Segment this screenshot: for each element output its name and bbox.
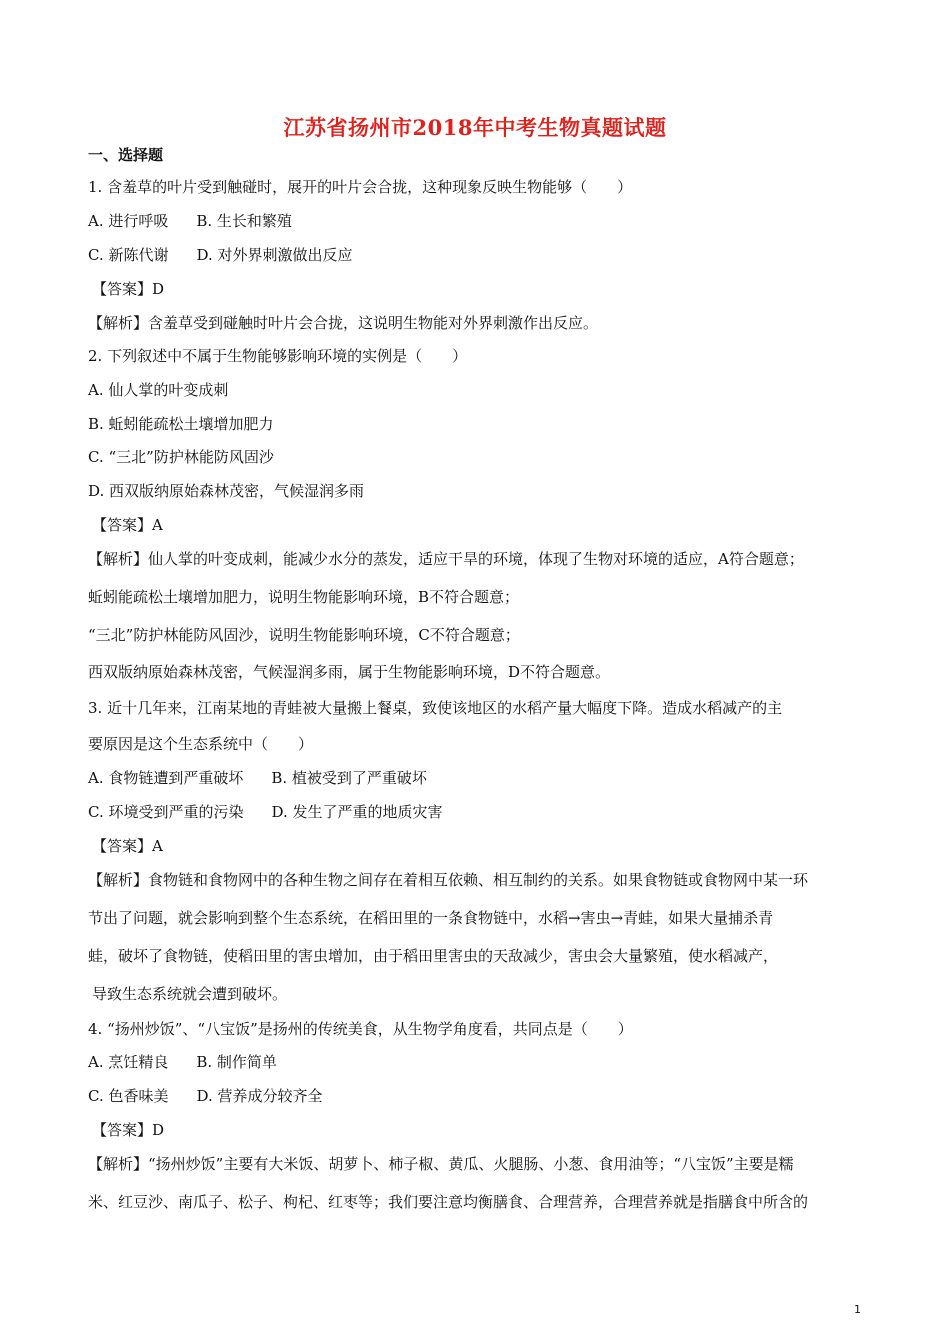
question-3-stem-line-1: 3. 近十几年来，江南某地的青蛙被大量搬上餐桌，致使该地区的水稻产量大幅度下降。造成水稻减产的主 [88,699,783,717]
question-1-option-b: B. 生长和繁殖 [196,212,292,230]
question-3-analysis-line-3: 蛙，破坏了食物链，使稻田里的害虫增加，由于稻田里害虫的天敌减少，害虫会大量繁殖，使水稻减产， [88,947,779,965]
question-2-option-d: D. 西双版纳原始森林茂密，气候湿润多雨 [88,482,365,500]
question-1-stem: 1. 含羞草的叶片受到触碰时，展开的叶片会合拢，这种现象反映生物能够（ ） [88,178,633,196]
question-3-options-ab [88,767,427,788]
question-2-analysis-line-1: 【解析】仙人掌的叶变成刺，能减少水分的蒸发，适应干旱的环境，体现了生物对环境的适应，A符合题意； [88,550,804,568]
question-3-option-d: D. 发生了严重的地质灾害 [271,803,443,821]
question-4-answer: 【答案】D [92,1121,165,1139]
question-1-option-d: D. 对外界刺激做出反应 [196,246,353,264]
page-number: 1 [854,1303,861,1316]
question-4-options-cd [88,1085,323,1106]
question-2-option-b: B. 蚯蚓能疏松土壤增加肥力 [88,415,274,433]
question-3-option-c: C. 环境受到严重的污染 [88,803,244,821]
question-4-option-b: B. 制作简单 [196,1053,277,1071]
question-2-analysis-line-3: “三北”防护林能防风固沙，说明生物能影响环境，C不符合题意； [88,626,520,644]
question-1-analysis: 【解析】含羞草受到碰触时叶片会合拢，这说明生物能对外界刺激作出反应。 [88,314,599,332]
question-1-option-a: A. 进行呼吸 [88,212,169,230]
question-3-option-b: B. 植被受到了严重破坏 [271,769,427,787]
question-2-answer: 【答案】A [92,516,163,534]
question-4-option-c: C. 色香味美 [88,1087,169,1105]
question-3-option-a: A. 食物链遭到严重破坏 [88,769,244,787]
question-4-analysis-line-2: 米、红豆沙、南瓜子、松子、枸杞、红枣等；我们要注意均衡膳食、合理营养，合理营养就是指膳食中所含的 [88,1193,809,1211]
question-4-options-ab [88,1051,277,1072]
question-3-analysis-line-2: 节出了问题，就会影响到整个生态系统，在稻田里的一条食物链中，水稻→害虫→青蛙，如果大量捕杀青 [88,909,774,927]
question-4-option-d: D. 营养成分较齐全 [196,1087,323,1105]
question-3-analysis-line-4: 导致生态系统就会遭到破坏。 [92,985,288,1003]
question-3-answer: 【答案】A [92,837,163,855]
question-4-analysis-line-1: 【解析】“扬州炒饭”主要有大米饭、胡萝卜、柿子椒、黄瓜、火腿肠、小葱、食用油等；“八宝饭”主要是糯 [88,1155,794,1173]
document-title: 江苏省扬州市2018年中考生物真题试题 [283,115,667,140]
question-2-analysis-line-4: 西双版纳原始森林茂密，气候湿润多雨，属于生物能影响环境，D不符合题意。 [88,663,611,681]
question-1-options-ab [88,210,292,231]
question-4-stem: 4. “扬州炒饭”、“八宝饭”是扬州的传统美食，从生物学角度看，共同点是（ ） [88,1020,633,1038]
question-4-option-a: A. 烹饪精良 [88,1053,169,1071]
section-heading: 一、选择题 [88,146,164,164]
question-3-stem-line-2: 要原因是这个生态系统中（ ） [88,735,314,753]
question-3-options-cd [88,801,443,822]
question-2-option-c: C. “三北”防护林能防风固沙 [88,448,274,466]
question-2-stem: 2. 下列叙述中不属于生物能够影响环境的实例是（ ） [88,347,468,365]
question-2-analysis-line-2: 蚯蚓能疏松土壤增加肥力，说明生物能影响环境，B不符合题意； [88,588,520,606]
question-2-option-a: A. 仙人掌的叶变成刺 [88,381,229,399]
question-1-options-cd [88,244,353,265]
question-1-option-c: C. 新陈代谢 [88,246,169,264]
question-1-answer: 【答案】D [92,280,165,298]
question-3-analysis-line-1: 【解析】食物链和食物网中的各种生物之间存在着相互依赖、相互制约的关系。如果食物链或食物网中某一环 [88,871,809,889]
